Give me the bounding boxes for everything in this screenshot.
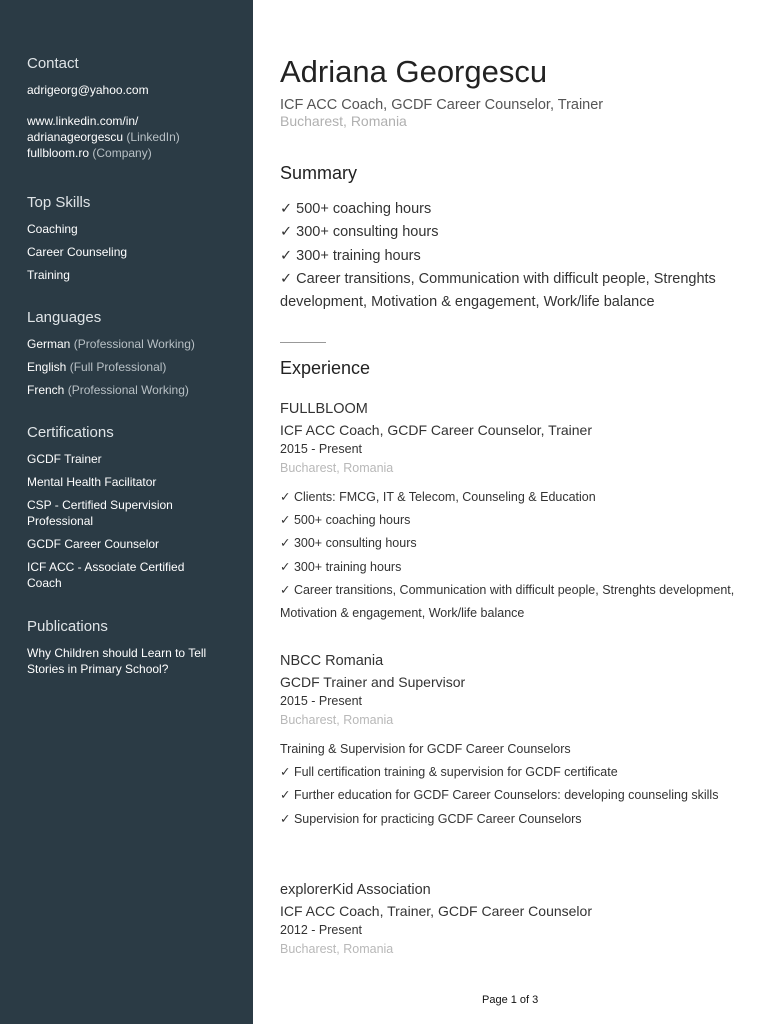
page-number: Page 1 of 3 — [482, 994, 539, 1006]
sidebar — [0, 0, 253, 1024]
job-title: ICF ACC Coach, Trainer, GCDF Career Counselor — [280, 903, 592, 919]
job-company: explorerKid Association — [280, 882, 431, 898]
job-desc-line: ✓ 300+ consulting hours — [280, 536, 417, 551]
person-location: Bucharest, Romania — [280, 113, 407, 129]
language-level: (Professional Working) — [73, 337, 195, 351]
language-item — [27, 336, 237, 352]
job-dates: 2012 - Present — [280, 923, 362, 937]
certifications-heading: Certifications — [27, 424, 114, 441]
certification-item: GCDF Career Counselor — [27, 537, 160, 551]
linkedin-url-line1: www.linkedin.com/in/ — [27, 114, 139, 128]
headline — [280, 97, 603, 129]
language-item — [27, 359, 237, 375]
person-name: Adriana Georgescu — [280, 54, 548, 89]
linkedin-tag: (LinkedIn) — [126, 130, 180, 144]
experience-entry-explorerkid — [280, 880, 750, 967]
job-desc-line: ✓ Clients: FMCG, IT & Telecom, Counseling & Education — [280, 490, 596, 504]
website-tag: (Company) — [92, 146, 152, 160]
job-desc-line: ✓ Further education for GCDF Career Counselors: developing counseling skills — [280, 788, 719, 803]
certifications-section — [27, 424, 237, 598]
skills-section — [27, 194, 237, 290]
language-name: French — [27, 383, 65, 397]
publications-section — [27, 618, 237, 684]
summary-line: ✓ Career transitions, Communication with difficult people, Strenghts development, Motivation & engagement, Work/life balance — [280, 270, 716, 311]
website-url: fullbloom.ro — [27, 146, 90, 160]
certification-item: Mental Health Facilitator — [27, 475, 157, 489]
publication-item: Why Children should Learn to Tell Stories in Primary School? — [27, 646, 207, 676]
job-company: NBCC Romania — [280, 653, 384, 669]
email-link[interactable]: adrigeorg@yahoo.com — [27, 83, 149, 97]
summary-line: ✓ 300+ training hours — [280, 247, 421, 264]
job-desc-line: ✓ Full certification training & supervision for GCDF certificate — [280, 765, 618, 780]
language-level: (Full Professional) — [69, 360, 167, 374]
language-level: (Professional Working) — [67, 383, 189, 397]
job-desc-line: ✓ Supervision for practicing GCDF Career Counselors — [280, 811, 582, 826]
experience-entry-fullbloom — [280, 399, 750, 625]
publications-heading: Publications — [27, 618, 108, 635]
job-description — [280, 738, 750, 831]
language-name: English — [27, 360, 67, 374]
job-title: ICF ACC Coach, GCDF Career Counselor, Trainer — [280, 422, 592, 438]
summary-heading: Summary — [280, 163, 358, 183]
job-desc-line: ✓ Career transitions, Communication with difficult people, Strenghts development, Motivation & engagement, Work/life balance — [280, 582, 735, 621]
experience-entry-nbcc — [280, 651, 750, 831]
linkedin-link[interactable] — [27, 113, 237, 145]
job-location: Bucharest, Romania — [280, 713, 394, 727]
job-title: GCDF Trainer and Supervisor — [280, 674, 466, 690]
summary-line: ✓ 500+ coaching hours — [280, 201, 432, 217]
job-location: Bucharest, Romania — [280, 461, 394, 475]
certification-item: CSP - Certified Supervision Professional — [27, 498, 173, 528]
certification-item: GCDF Trainer — [27, 452, 102, 466]
job-desc-line: Training & Supervision for GCDF Career Counselors — [280, 742, 571, 756]
summary-body — [280, 198, 750, 314]
contact-heading: Contact — [27, 55, 79, 72]
job-desc-line: ✓ 500+ coaching hours — [280, 513, 411, 528]
job-dates: 2015 - Present — [280, 442, 362, 456]
languages-section — [27, 309, 237, 405]
headline-title: ICF ACC Coach, GCDF Career Counselor, Trainer — [280, 97, 604, 113]
section-divider — [280, 342, 326, 343]
skill-item: Career Counseling — [27, 245, 128, 259]
languages-heading: Languages — [27, 309, 102, 326]
skill-item: Training — [27, 268, 70, 282]
summary-line: ✓ 300+ consulting hours — [280, 224, 439, 241]
skill-item: Coaching — [27, 222, 78, 236]
job-company: FULLBLOOM — [280, 401, 368, 417]
language-item — [27, 382, 237, 398]
linkedin-url-line2: adrianageorgescu — [27, 130, 124, 144]
experience-heading: Experience — [280, 358, 371, 378]
certification-item: ICF ACC - Associate Certified Coach — [27, 560, 185, 590]
contact-section — [27, 55, 237, 161]
skills-heading: Top Skills — [27, 194, 91, 211]
company-website-link[interactable] — [27, 145, 237, 161]
job-dates: 2015 - Present — [280, 694, 362, 708]
language-name: German — [27, 337, 71, 351]
job-description — [280, 486, 750, 625]
job-desc-line: ✓ 300+ training hours — [280, 559, 402, 574]
job-location: Bucharest, Romania — [280, 942, 394, 956]
